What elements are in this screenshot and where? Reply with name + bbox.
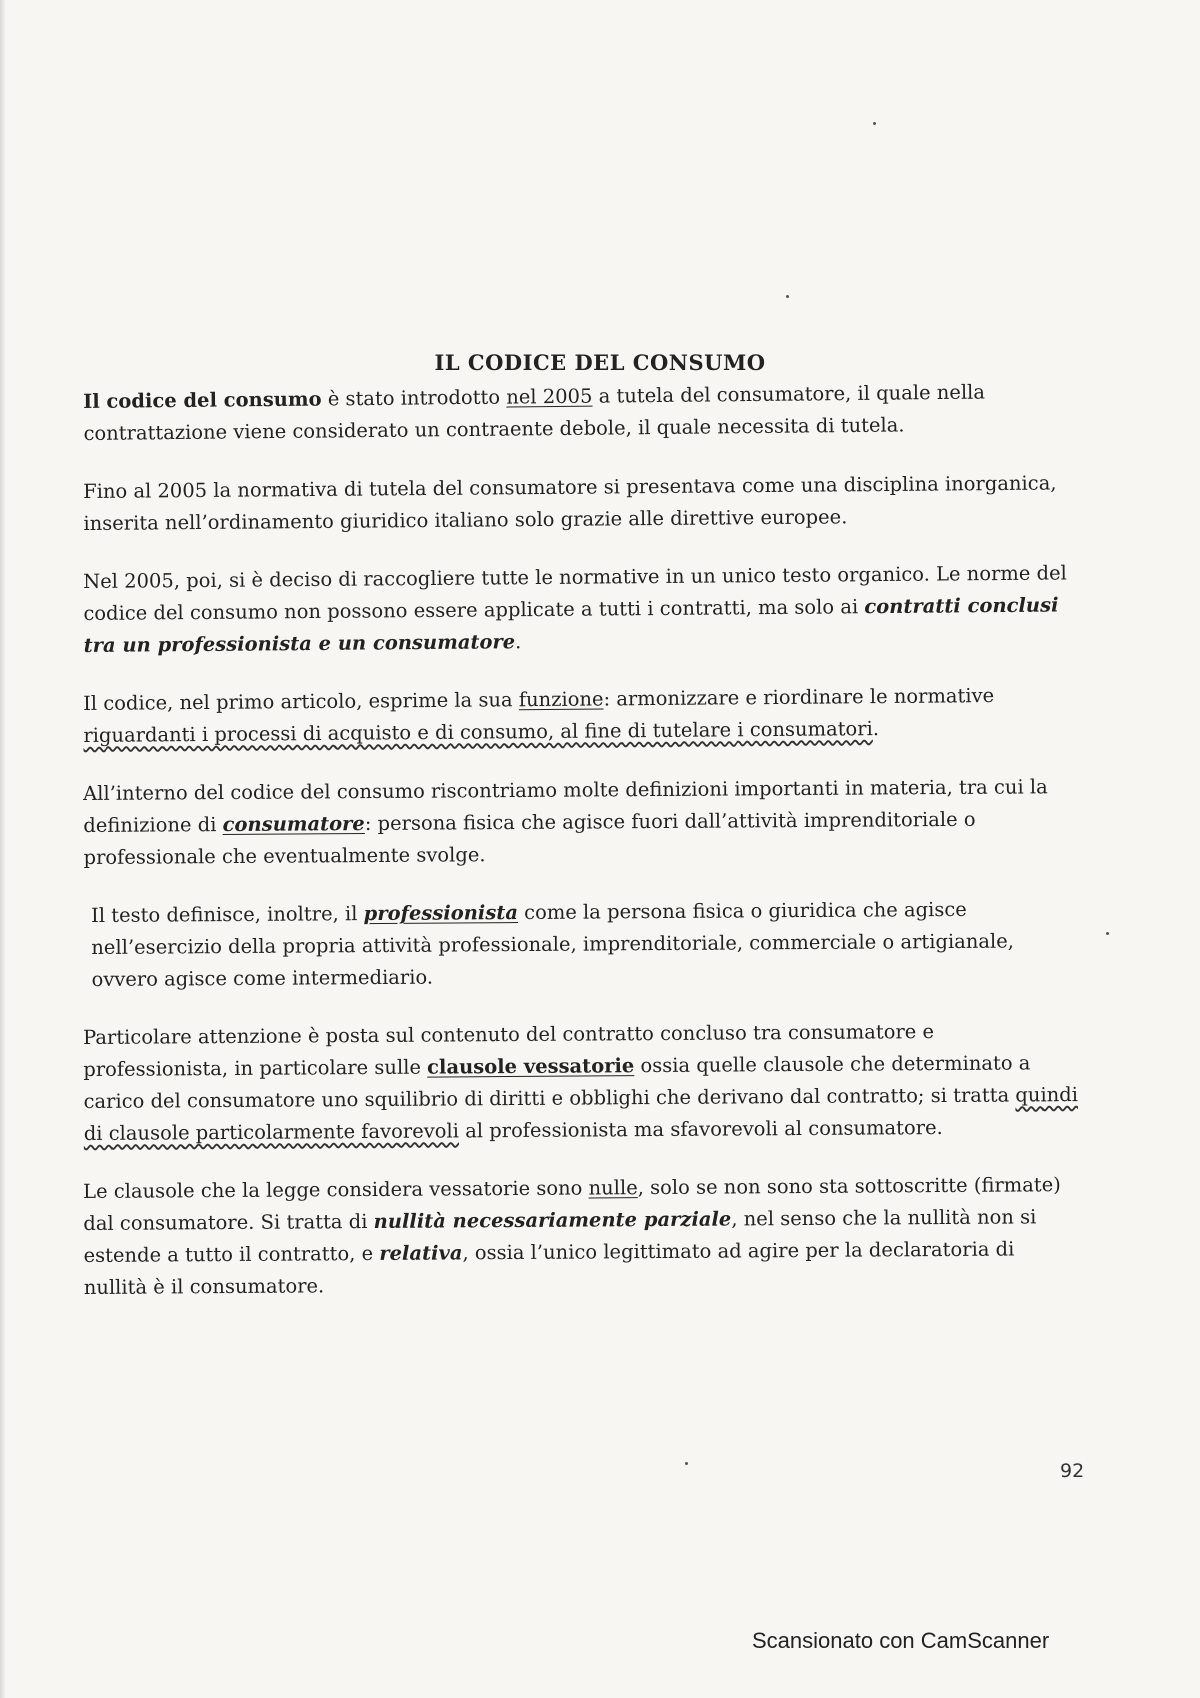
camscanner-watermark: Scansionato con CamScanner [752, 1628, 1050, 1653]
wavy-underline-purpose: riguardanti i processi di acquisto e di consumo, al fine di tutelare i consumatori [83, 717, 873, 747]
emphasis-professional: professionista [363, 901, 519, 926]
paragraph-intro: Il codice del consumo è stato introdotto nel 2005 a tutela del consumatore, il quale nella contrattazione viene considerato un contraente debole, il quale necessita di tutela. [83, 380, 986, 445]
underlined-year: nel 2005 [506, 384, 593, 409]
underlined-function: funzione [518, 687, 604, 712]
document-title: IL CODICE DEL CONSUMO [434, 350, 766, 375]
document-body [83, 380, 1083, 1330]
scan-speck [786, 295, 789, 298]
bold-lead: Il codice del consumo [83, 387, 322, 413]
underlined-null: nulle [588, 1176, 638, 1200]
wavy-underline-favourable: quindi di clausole particolarmente favorevoli [83, 1083, 1079, 1145]
paragraph-consumer-definition: All’interno del codice del consumo riscontriamo molte definizioni importanti in materia, tra cui la definizione di consumatore: persona fisica che agisce fuori dall’attività imprenditoriale o professionale che eventualmente svolge. [83, 775, 1048, 869]
scan-speck [685, 1462, 688, 1465]
page-number: 92 [1060, 1460, 1085, 1482]
emphasis-relative: relativa [379, 1241, 463, 1265]
paragraph-scope: Nel 2005, poi, si è deciso di raccogliere tutte le normative in un unico testo organico. Le norme del codice del consumo non possono essere applicate a tutti i contratti, ma solo ai contratti conclusi tra un professionista e un consumatore. [83, 561, 1067, 657]
page-edge [0, 0, 6, 1698]
paragraph-function: Il codice, nel primo articolo, esprime la sua funzione: armonizzare e riordinare le normative riguardanti i processi di acquisto e di consumo, al fine di tutelare i consumatori. [83, 684, 995, 747]
scan-speck [1106, 932, 1109, 935]
emphasis-consumer: consumatore [222, 812, 365, 837]
paragraph-unfair-terms: Particolare attenzione è posta sul contenuto del contratto concluso tra consumatore e professionista, in particolare sulle clausole vessatorie ossia quelle clausole che determinato a carico del consumatore uno squilibrio di diritti e obblighi che derivano dal contratto; si tratta quindi di clausole particolarmente favorevoli al professionista ma sfavorevoli al consumatore. [83, 1020, 1079, 1145]
emphasis-unfair-terms: clausole vessatorie [427, 1054, 635, 1079]
paragraph-nullity: Le clausole che la legge considera vessatorie sono nulle, solo se non sono sta sottoscritte (firmate) dal consumatore. Si tratta di nullità necessariamente parziale, nel senso che la nullità non si estende a tutto il contratto, e relativa, ossia l’unico legittimato ad agire per la declaratoria di nullità è il consumatore. [83, 1173, 1061, 1299]
emphasis-partial-nullity: nullità necessariamente parziale [373, 1207, 732, 1233]
scan-speck [873, 122, 876, 125]
emphasis-contracts: contratti conclusi tra un professionista e un consumatore [83, 593, 1059, 657]
paragraph-professional-definition: Il testo definisce, inoltre, il professionista come la persona fisica o giuridica che agisce nell’esercizio della propria attività professionale, imprenditoriale, commerciale o artigianale, ovvero agisce come intermediario. [91, 897, 1015, 991]
paragraph-history: Fino al 2005 la normativa di tutela del consumatore si presentava come una disciplina inorganica, inserita nell’ordinamento giuridico italiano solo grazie alle direttive europee. [83, 471, 1057, 535]
